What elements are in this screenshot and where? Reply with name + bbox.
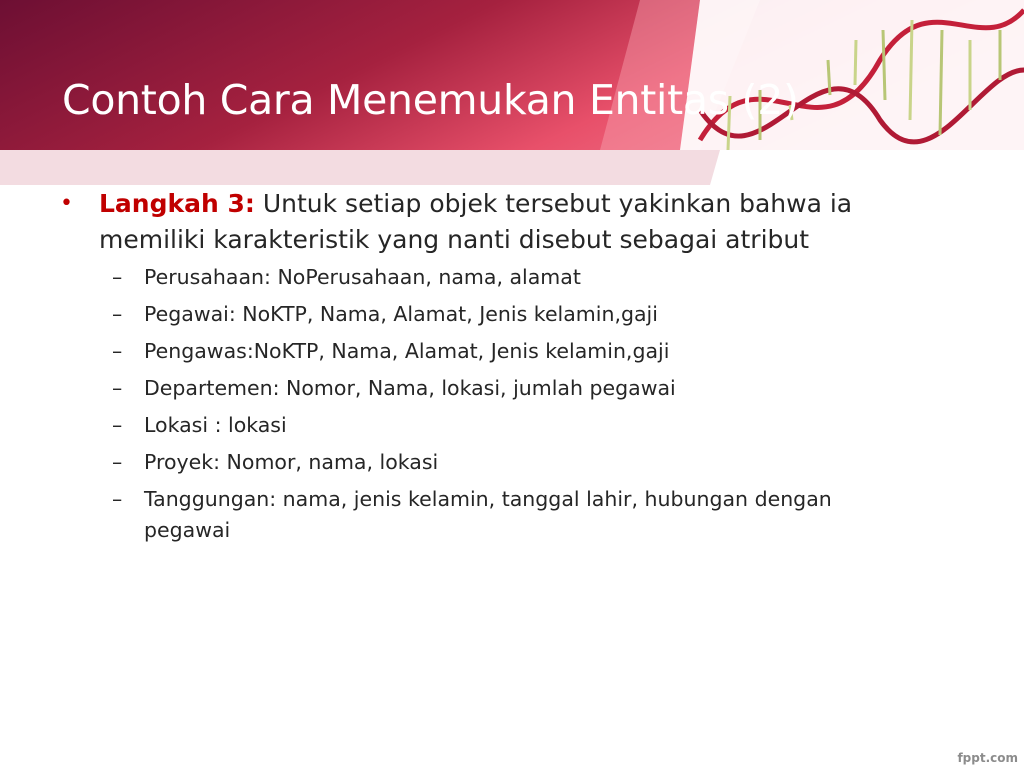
list-item-text: Departemen: Nomor, Nama, lokasi, jumlah pegawai	[144, 376, 676, 400]
footer-brand: fppt.com	[957, 751, 1018, 765]
list-item-text: Proyek: Nomor, nama, lokasi	[144, 450, 439, 474]
list-item-text: Tanggungan: nama, jenis kelamin, tanggal lahir, hubungan dengan pegawai	[144, 487, 832, 542]
slide-body	[60, 186, 960, 552]
dash-icon: –	[112, 376, 123, 400]
step-label: Langkah 3:	[99, 189, 255, 218]
list-item	[60, 484, 904, 546]
list-item-text: Pengawas:NoKTP, Nama, Alamat, Jenis kelamin,gaji	[144, 339, 670, 363]
list-item	[60, 299, 904, 330]
slide-title: Contoh Cara Menemukan Entitas (2)	[62, 76, 799, 124]
list-item-text: Pegawai: NoKTP, Nama, Alamat, Jenis kelamin,gaji	[144, 302, 658, 326]
dash-icon: –	[112, 487, 123, 511]
attribute-list	[60, 262, 960, 546]
list-item	[60, 373, 904, 404]
dash-icon: –	[112, 265, 123, 289]
header-banner	[0, 0, 1024, 185]
list-item-text: Perusahaan: NoPerusahaan, nama, alamat	[144, 265, 581, 289]
dash-icon: –	[112, 339, 123, 363]
bullet-item	[60, 186, 960, 258]
list-item	[60, 336, 904, 367]
dash-icon: –	[112, 413, 123, 437]
bullet-dot-icon: •	[60, 191, 73, 216]
list-item	[60, 262, 904, 293]
list-item	[60, 447, 904, 478]
dash-icon: –	[112, 450, 123, 474]
list-item	[60, 410, 904, 441]
dash-icon: –	[112, 302, 123, 326]
step-text: Untuk setiap objek tersebut yakinkan bahwa ia memiliki karakteristik yang nanti disebut sebagai atribut	[99, 189, 853, 254]
list-item-text: Lokasi : lokasi	[144, 413, 287, 437]
